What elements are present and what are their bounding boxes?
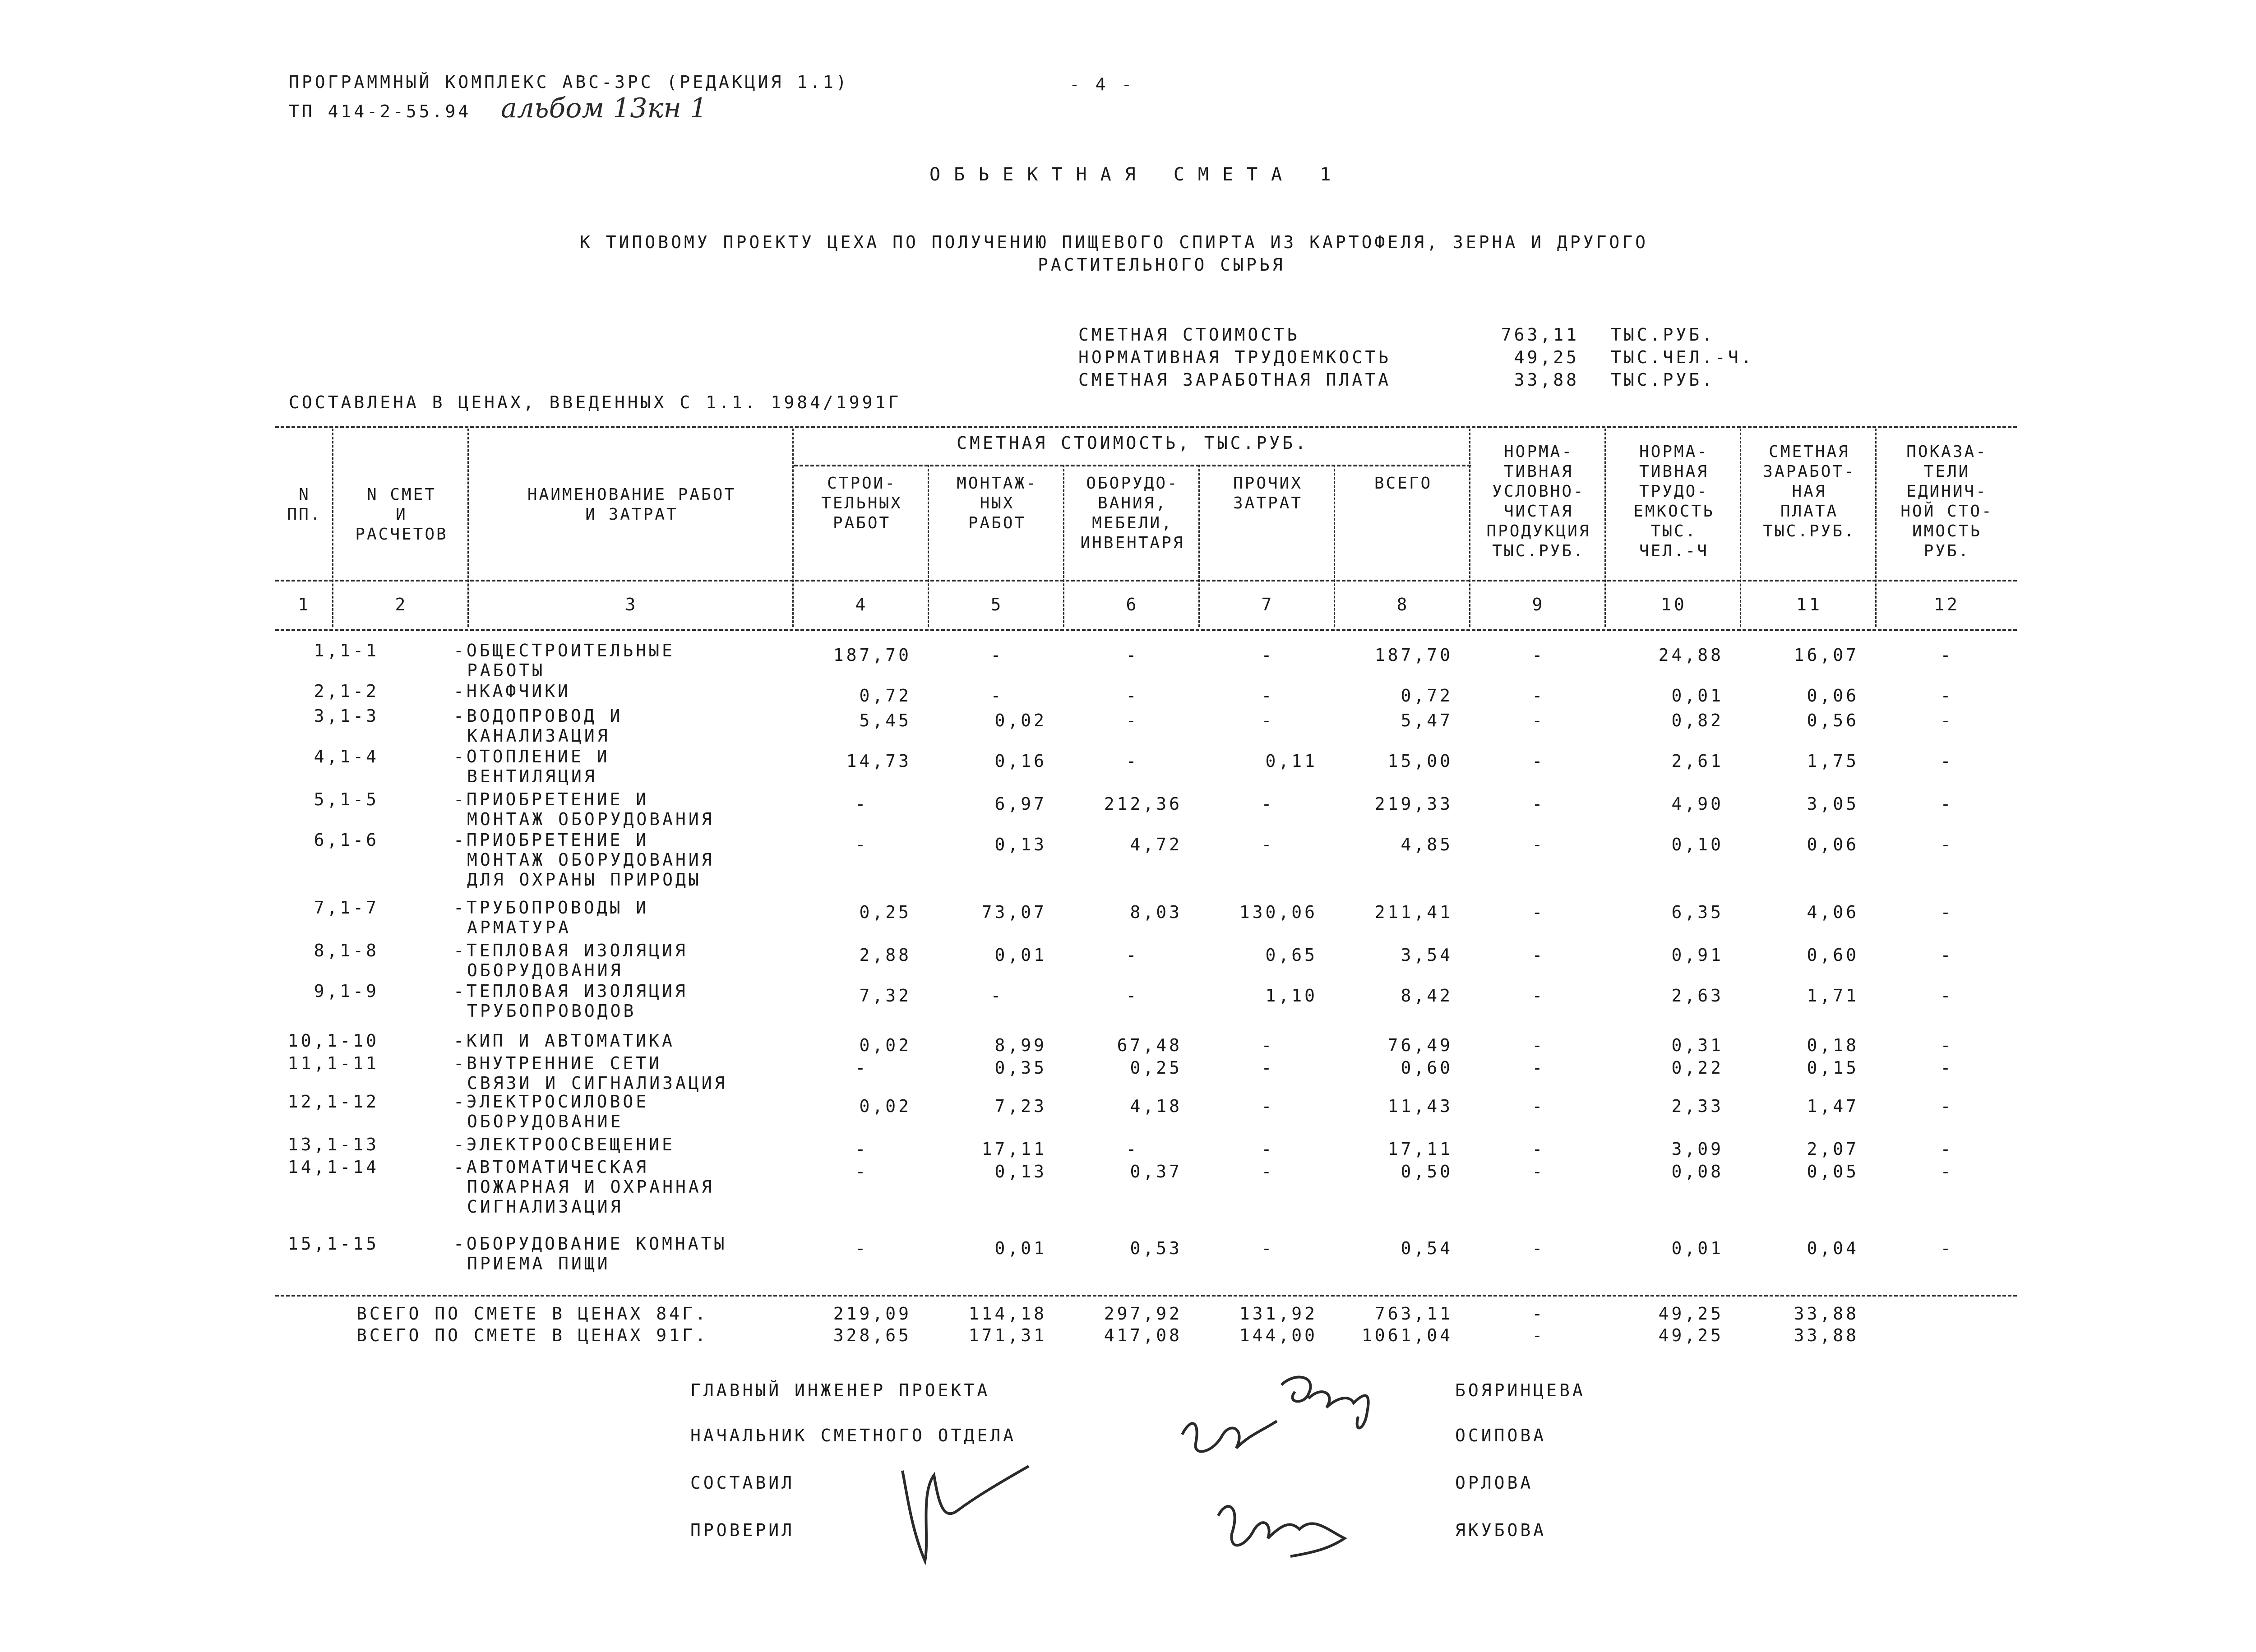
- row-name-line: -ВНУТРЕННИЕ СЕТИ: [453, 1053, 662, 1073]
- row-number: 5,1-5: [314, 789, 379, 809]
- row-name-line: ОБОРУДОВАНИЯ: [467, 960, 624, 980]
- column-number: 2: [395, 595, 408, 614]
- row-cell: -: [1532, 986, 1545, 1006]
- totals-cell: 144,00: [1239, 1325, 1318, 1345]
- column-header-line: ТЫС.РУБ.: [1492, 542, 1585, 560]
- row-name-line: ПРИЕМА ПИЩИ: [467, 1254, 610, 1274]
- row-cell: 0,35: [994, 1058, 1047, 1078]
- row-name-line: -НКАФЧИКИ: [453, 681, 571, 701]
- table-top-rule: [275, 426, 2017, 428]
- row-cell: -: [1261, 1162, 1275, 1181]
- row-cell: -: [1532, 1058, 1545, 1078]
- row-cell: -: [990, 686, 1004, 706]
- row-name-line: ДЛЯ ОХРАНЫ ПРИРОДЫ: [467, 870, 702, 890]
- row-cell: -: [1532, 945, 1545, 965]
- row-cell: 0,72: [1401, 686, 1453, 706]
- row-cell: 4,90: [1671, 794, 1724, 814]
- row-cell: 1,10: [1265, 986, 1318, 1006]
- totals-label: ВСЕГО ПО СМЕТЕ В ЦЕНАХ 91Г.: [356, 1325, 708, 1345]
- row-name-line: -ОТОПЛЕНИЕ И: [453, 747, 610, 766]
- column-header-line: ЕДИНИЧ-: [1906, 482, 1988, 501]
- row-cell: -: [855, 1058, 869, 1078]
- row-cell: -: [1532, 645, 1545, 665]
- row-name-line: ТРУБОПРОВОДОВ: [467, 1001, 637, 1021]
- row-cell: -: [1126, 645, 1139, 665]
- totals-cell: -: [1532, 1304, 1545, 1324]
- row-cell: -: [1940, 794, 1954, 814]
- row-cell: -: [855, 1238, 869, 1258]
- totals-cell: 297,92: [1104, 1304, 1182, 1324]
- row-cell: 6,35: [1671, 902, 1724, 922]
- row-number: 15,1-15: [287, 1234, 379, 1254]
- row-cell: 1,75: [1807, 751, 1859, 771]
- column-header-line: НАИМЕНОВАНИЕ РАБОТ: [527, 485, 736, 504]
- signature-name: ОСИПОВА: [1455, 1426, 1547, 1445]
- row-cell: 0,65: [1265, 945, 1318, 965]
- row-number: 7,1-7: [314, 898, 379, 918]
- column-header-line: ТЫС.: [1650, 522, 1697, 540]
- row-cell: 0,25: [1130, 1058, 1182, 1078]
- column-header-line: МЕБЕЛИ,: [1092, 514, 1173, 532]
- subtitle-line-1: К ТИПОВОМУ ПРОЕКТУ ЦЕХА ПО ПОЛУЧЕНИЮ ПИЩЕВОГО СПИРТА ИЗ КАРТОФЕЛЯ, ЗЕРНА И ДРУГОГО: [580, 232, 1648, 252]
- row-cell: 0,05: [1807, 1162, 1859, 1181]
- column-number: 3: [625, 595, 638, 614]
- row-cell: 0,91: [1671, 945, 1724, 965]
- totals-cell: 114,18: [968, 1304, 1047, 1324]
- column-header-line: ЧЕЛ.-Ч: [1639, 542, 1709, 560]
- row-cell: 0,06: [1807, 835, 1859, 854]
- row-cell: 1,71: [1807, 986, 1859, 1006]
- row-cell: 0,10: [1671, 835, 1724, 854]
- row-cell: -: [855, 1139, 869, 1159]
- signature-role: СОСТАВИЛ: [690, 1473, 795, 1493]
- row-cell: 4,85: [1401, 835, 1453, 854]
- row-cell: -: [990, 986, 1004, 1006]
- column-header-line: N СМЕТ: [366, 485, 437, 504]
- row-cell: 2,33: [1671, 1096, 1724, 1116]
- handwritten-signature-chief-engineer: [1173, 1367, 1426, 1475]
- row-cell: -: [1261, 1238, 1275, 1258]
- row-cell: 0,60: [1807, 945, 1859, 965]
- column-header-line: ЗАТРАТ: [1233, 494, 1303, 512]
- row-cell: -: [1532, 1096, 1545, 1116]
- row-cell: -: [1126, 945, 1139, 965]
- row-cell: 2,07: [1807, 1139, 1859, 1159]
- row-cell: 3,09: [1671, 1139, 1724, 1159]
- row-cell: -: [1532, 835, 1545, 854]
- totals-cell: 33,88: [1794, 1304, 1859, 1324]
- column-header-line: МОНТАЖ-: [957, 474, 1038, 493]
- row-cell: 8,03: [1130, 902, 1182, 922]
- handwritten-signature-compiler: [893, 1457, 1038, 1574]
- row-cell: 4,06: [1807, 902, 1859, 922]
- row-cell: -: [1261, 1096, 1275, 1116]
- row-cell: -: [1261, 1035, 1275, 1055]
- row-cell: -: [1261, 686, 1275, 706]
- column-header-line: РАБОТ: [832, 514, 891, 532]
- row-cell: 0,54: [1401, 1238, 1453, 1258]
- summary-unit: ТЫС.РУБ.: [1611, 370, 1715, 390]
- row-cell: 2,88: [859, 945, 911, 965]
- column-header-line: РУБ.: [1923, 542, 1970, 560]
- signature-role: НАЧАЛЬНИК СМЕТНОГО ОТДЕЛА: [690, 1426, 1016, 1445]
- row-cell: -: [1532, 1162, 1545, 1181]
- column-header-line: РАБОТ: [968, 514, 1026, 532]
- group-header-rule: [794, 465, 1471, 466]
- row-cell: 0,04: [1807, 1238, 1859, 1258]
- row-cell: 0,01: [994, 945, 1047, 965]
- row-cell: 0,50: [1401, 1162, 1453, 1181]
- column-number: 9: [1532, 595, 1545, 614]
- row-cell: 130,06: [1239, 902, 1318, 922]
- row-cell: 24,88: [1658, 645, 1724, 665]
- totals-cell: -: [1532, 1325, 1545, 1345]
- row-name-line: -КИП И АВТОМАТИКА: [453, 1031, 675, 1051]
- summary-unit: ТЫС.ЧЕЛ.-Ч.: [1611, 347, 1754, 367]
- row-cell: 2,63: [1671, 986, 1724, 1006]
- row-cell: -: [1126, 986, 1139, 1006]
- row-name-line: СИГНАЛИЗАЦИЯ: [467, 1197, 624, 1217]
- row-cell: 4,18: [1130, 1096, 1182, 1116]
- handwritten-signature-checker: [1209, 1489, 1358, 1565]
- totals-cell: 49,25: [1658, 1304, 1724, 1324]
- column-number: 5: [990, 595, 1004, 614]
- row-name-line: -ТЕПЛОВАЯ ИЗОЛЯЦИЯ: [453, 941, 688, 960]
- row-cell: -: [1261, 711, 1275, 730]
- row-cell: 5,45: [859, 711, 911, 730]
- row-cell: 5,47: [1401, 711, 1453, 730]
- row-name-line: АРМАТУРА: [467, 918, 572, 937]
- row-cell: 0,08: [1671, 1162, 1724, 1181]
- row-cell: 0,13: [994, 1162, 1047, 1181]
- prices-note: СОСТАВЛЕНА В ЦЕНАХ, ВВЕДЕННЫХ С 1.1. 1984/1991Г: [289, 392, 901, 412]
- row-name-line: КАНАЛИЗАЦИЯ: [467, 726, 610, 746]
- row-cell: 15,00: [1387, 751, 1453, 771]
- column-number: 12: [1934, 595, 1960, 614]
- row-cell: 8,42: [1401, 986, 1453, 1006]
- signature-role: ГЛАВНЫЙ ИНЖЕНЕР ПРОЕКТА: [690, 1380, 990, 1400]
- row-cell: -: [1940, 1162, 1954, 1181]
- column-header-line: УСЛОВНО-: [1492, 482, 1585, 501]
- column-header-line: ИМОСТЬ: [1912, 522, 1982, 540]
- summary-label: СМЕТНАЯ ЗАРАБОТНАЯ ПЛАТА: [1078, 370, 1392, 390]
- row-cell: 0,60: [1401, 1058, 1453, 1078]
- row-cell: 0,31: [1671, 1035, 1724, 1055]
- column-header-line: ВСЕГО: [1374, 474, 1433, 493]
- column-header-line: ПП.: [287, 505, 322, 524]
- row-cell: -: [1940, 902, 1954, 922]
- column-header-line: ПЛАТА: [1780, 502, 1839, 521]
- signature-name: БОЯРИНЦЕВА: [1455, 1380, 1586, 1400]
- row-cell: -: [1940, 1035, 1954, 1055]
- column-header-line: РАСЧЕТОВ: [355, 525, 448, 544]
- row-cell: 3,54: [1401, 945, 1453, 965]
- column-number: 10: [1661, 595, 1687, 614]
- row-cell: -: [1940, 1139, 1954, 1159]
- row-cell: -: [1532, 686, 1545, 706]
- row-cell: 67,48: [1117, 1035, 1182, 1055]
- row-cell: -: [1532, 1035, 1545, 1055]
- row-cell: 7,23: [994, 1096, 1047, 1116]
- column-header-line: ТИВНАЯ: [1639, 462, 1709, 481]
- row-cell: -: [1261, 645, 1275, 665]
- row-cell: -: [1940, 835, 1954, 854]
- row-cell: 7,32: [859, 986, 911, 1006]
- column-header-line: НЫХ: [980, 494, 1015, 512]
- row-cell: -: [1532, 902, 1545, 922]
- row-cell: -: [1532, 794, 1545, 814]
- row-number: 12,1-12: [287, 1092, 379, 1112]
- row-cell: -: [1940, 1096, 1954, 1116]
- column-number: 6: [1126, 595, 1139, 614]
- row-cell: 17,11: [981, 1139, 1047, 1159]
- row-name-line: -ОБОРУДОВАНИЕ КОМНАТЫ: [453, 1234, 727, 1254]
- signature-name: ОРЛОВА: [1455, 1473, 1534, 1493]
- row-cell: -: [855, 794, 869, 814]
- row-cell: 73,07: [981, 902, 1047, 922]
- row-cell: 0,02: [859, 1096, 911, 1116]
- row-number: 2,1-2: [314, 681, 379, 701]
- row-cell: 187,70: [833, 645, 911, 665]
- column-header-line: ТЕЛИ: [1923, 462, 1970, 481]
- row-cell: 0,06: [1807, 686, 1859, 706]
- row-cell: -: [855, 835, 869, 854]
- column-header-line: ПРОДУКЦИЯ: [1486, 522, 1591, 540]
- row-cell: 0,01: [1671, 1238, 1724, 1258]
- subtitle-line-2: РАСТИТЕЛЬНОГО СЫРЬЯ: [1038, 255, 1285, 275]
- row-number: 9,1-9: [314, 981, 379, 1001]
- row-number: 10,1-10: [287, 1031, 379, 1051]
- row-name-line: ВЕНТИЛЯЦИЯ: [467, 766, 597, 786]
- column-header-line: ЧИСТАЯ: [1503, 502, 1574, 521]
- column-header-line: ОБОРУДО-: [1086, 474, 1179, 493]
- row-cell: -: [1940, 1238, 1954, 1258]
- project-code: ТП 414-2-55.94: [289, 102, 472, 121]
- row-cell: 0,72: [859, 686, 911, 706]
- row-cell: 16,07: [1794, 645, 1859, 665]
- column-header-line: ТИВНАЯ: [1503, 462, 1574, 481]
- program-name: ПРОГРАММНЫЙ КОМПЛЕКС АВС-3РС (РЕДАКЦИЯ 1.1): [289, 72, 849, 92]
- row-number: 11,1-11: [287, 1053, 379, 1073]
- summary-unit: ТЫС.РУБ.: [1611, 325, 1715, 345]
- column-number: 11: [1796, 595, 1822, 614]
- row-cell: -: [1940, 945, 1954, 965]
- row-name-line: -ПРИОБРЕТЕНИЕ И: [453, 830, 649, 850]
- row-name-line: МОНТАЖ ОБОРУДОВАНИЯ: [467, 809, 715, 829]
- column-header-line: СТРОИ-: [827, 474, 897, 493]
- totals-cell: 49,25: [1658, 1325, 1724, 1345]
- row-cell: 3,05: [1807, 794, 1859, 814]
- row-cell: 0,22: [1671, 1058, 1724, 1078]
- row-cell: -: [1261, 794, 1275, 814]
- row-name-line: -ТЕПЛОВАЯ ИЗОЛЯЦИЯ: [453, 981, 688, 1001]
- row-name-line: -ЭЛЕКТРОСИЛОВОЕ: [453, 1092, 649, 1112]
- row-cell: -: [1940, 645, 1954, 665]
- column-header-line: N: [299, 485, 310, 504]
- row-cell: -: [1940, 1058, 1954, 1078]
- row-cell: 187,70: [1374, 645, 1453, 665]
- column-header-line: НАЯ: [1792, 482, 1827, 501]
- row-cell: -: [1126, 1139, 1139, 1159]
- row-cell: 0,13: [994, 835, 1047, 854]
- row-cell: -: [1532, 711, 1545, 730]
- column-header-line: И ЗАТРАТ: [585, 505, 678, 524]
- row-name-line: -ПРИОБРЕТЕНИЕ И: [453, 789, 649, 809]
- row-cell: 0,16: [994, 751, 1047, 771]
- totals-cell: 219,09: [833, 1304, 911, 1324]
- row-cell: -: [1940, 711, 1954, 730]
- totals-label: ВСЕГО ПО СМЕТЕ В ЦЕНАХ 84Г.: [356, 1304, 708, 1324]
- row-cell: 1,47: [1807, 1096, 1859, 1116]
- row-number: 3,1-3: [314, 706, 379, 726]
- row-cell: 0,11: [1265, 751, 1318, 771]
- column-header-line: НОЙ СТО-: [1900, 502, 1993, 521]
- row-cell: -: [1126, 751, 1139, 771]
- row-number: 13,1-13: [287, 1135, 379, 1154]
- row-name-line: -ЭЛЕКТРООСВЕЩЕНИЕ: [453, 1135, 675, 1154]
- summary-value: 49,25: [1514, 347, 1579, 367]
- row-cell: -: [1940, 686, 1954, 706]
- summary-label: НОРМАТИВНАЯ ТРУДОЕМКОСТЬ: [1078, 347, 1392, 367]
- column-header-line: НОРМА-: [1639, 443, 1709, 461]
- column-numbers-rule: [275, 629, 2017, 631]
- row-name-line: -ВОДОПРОВОД И: [453, 706, 623, 726]
- row-cell: -: [1532, 1238, 1545, 1258]
- totals-cell: 1061,04: [1361, 1325, 1453, 1345]
- row-cell: -: [855, 1162, 869, 1181]
- row-cell: 0,02: [859, 1035, 911, 1055]
- row-name-line: -ТРУБОПРОВОДЫ И: [453, 898, 649, 918]
- column-header-line: ПОКАЗА-: [1906, 443, 1988, 461]
- column-header-line: ТЕЛЬНЫХ: [821, 494, 902, 512]
- row-cell: 0,25: [859, 902, 911, 922]
- totals-cell: 417,08: [1104, 1325, 1182, 1345]
- row-cell: -: [1532, 1139, 1545, 1159]
- summary-label: СМЕТНАЯ СТОИМОСТЬ: [1078, 325, 1300, 345]
- group-header: СМЕТНАЯ СТОИМОСТЬ, ТЫС.РУБ.: [957, 433, 1308, 453]
- column-header-line: ЗАРАБОТ-: [1763, 462, 1856, 481]
- row-name-line: ОБОРУДОВАНИЕ: [467, 1112, 624, 1131]
- row-cell: -: [1261, 1139, 1275, 1159]
- totals-cell: 328,65: [833, 1325, 911, 1345]
- column-number: 8: [1396, 595, 1410, 614]
- row-name-line: РАБОТЫ: [467, 660, 546, 680]
- column-header-line: ТЫС.РУБ.: [1763, 522, 1856, 540]
- column-number: 1: [298, 595, 311, 614]
- column-header-line: ИНВЕНТАРЯ: [1080, 534, 1185, 552]
- row-cell: 76,49: [1387, 1035, 1453, 1055]
- row-cell: -: [1126, 711, 1139, 730]
- totals-cell: 131,92: [1239, 1304, 1318, 1324]
- summary-value: 33,88: [1514, 370, 1579, 390]
- row-cell: 0,15: [1807, 1058, 1859, 1078]
- row-cell: 6,97: [994, 794, 1047, 814]
- row-cell: 4,72: [1130, 835, 1182, 854]
- row-number: 14,1-14: [287, 1157, 379, 1177]
- row-number: 6,1-6: [314, 830, 379, 850]
- row-name-line: СВЯЗИ И СИГНАЛИЗАЦИЯ: [467, 1073, 728, 1093]
- totals-cell: 33,88: [1794, 1325, 1859, 1345]
- header-bottom-rule: [275, 580, 2017, 581]
- table-bottom-rule: [275, 1295, 2017, 1297]
- row-cell: 2,61: [1671, 751, 1724, 771]
- row-cell: 14,73: [846, 751, 911, 771]
- summary-value: 763,11: [1501, 325, 1579, 345]
- column-header-line: ПРОЧИХ: [1233, 474, 1303, 493]
- row-cell: 212,36: [1104, 794, 1182, 814]
- signature-name: ЯКУБОВА: [1455, 1520, 1547, 1540]
- row-name-line: -ОБЩЕСТРОИТЕЛЬНЫЕ: [453, 641, 675, 660]
- row-number: 4,1-4: [314, 747, 379, 766]
- row-name-line: ПОЖАРНАЯ И ОХРАННАЯ: [467, 1177, 715, 1197]
- row-cell: 211,41: [1374, 902, 1453, 922]
- row-cell: 0,82: [1671, 711, 1724, 730]
- handwritten-note: альбом 13кн 1: [501, 92, 707, 124]
- row-number: 1,1-1: [314, 641, 379, 660]
- row-cell: -: [1126, 686, 1139, 706]
- totals-cell: 171,31: [968, 1325, 1047, 1345]
- signature-role: ПРОВЕРИЛ: [690, 1520, 795, 1540]
- row-cell: 0,02: [994, 711, 1047, 730]
- column-header-line: СМЕТНАЯ: [1769, 443, 1850, 461]
- column-header-line: ЕМКОСТЬ: [1633, 502, 1715, 521]
- row-cell: -: [1532, 751, 1545, 771]
- document-title: ОБЬЕКТНАЯ СМЕТА 1: [929, 164, 1345, 185]
- column-header-line: ТРУДО-: [1639, 482, 1709, 501]
- row-cell: -: [1940, 986, 1954, 1006]
- row-cell: 0,18: [1807, 1035, 1859, 1055]
- row-cell: 0,01: [994, 1238, 1047, 1258]
- row-cell: 8,99: [994, 1035, 1047, 1055]
- row-cell: -: [1940, 751, 1954, 771]
- column-number: 7: [1261, 595, 1275, 614]
- row-cell: -: [1261, 835, 1275, 854]
- row-cell: 0,53: [1130, 1238, 1182, 1258]
- row-cell: -: [1261, 1058, 1275, 1078]
- row-cell: 11,43: [1387, 1096, 1453, 1116]
- totals-cell: 763,11: [1374, 1304, 1453, 1324]
- row-cell: 0,01: [1671, 686, 1724, 706]
- row-number: 8,1-8: [314, 941, 379, 960]
- column-header-line: ВАНИЯ,: [1097, 494, 1168, 512]
- column-header-line: И: [396, 505, 407, 524]
- row-name-line: МОНТАЖ ОБОРУДОВАНИЯ: [467, 850, 715, 870]
- page-number: - 4 -: [1069, 74, 1135, 94]
- row-name-line: -АВТОМАТИЧЕСКАЯ: [453, 1157, 649, 1177]
- column-number: 4: [855, 595, 869, 614]
- row-cell: 0,37: [1130, 1162, 1182, 1181]
- row-cell: 17,11: [1387, 1139, 1453, 1159]
- row-cell: 219,33: [1374, 794, 1453, 814]
- column-header-line: НОРМА-: [1503, 443, 1574, 461]
- row-cell: 0,56: [1807, 711, 1859, 730]
- row-cell: -: [990, 645, 1004, 665]
